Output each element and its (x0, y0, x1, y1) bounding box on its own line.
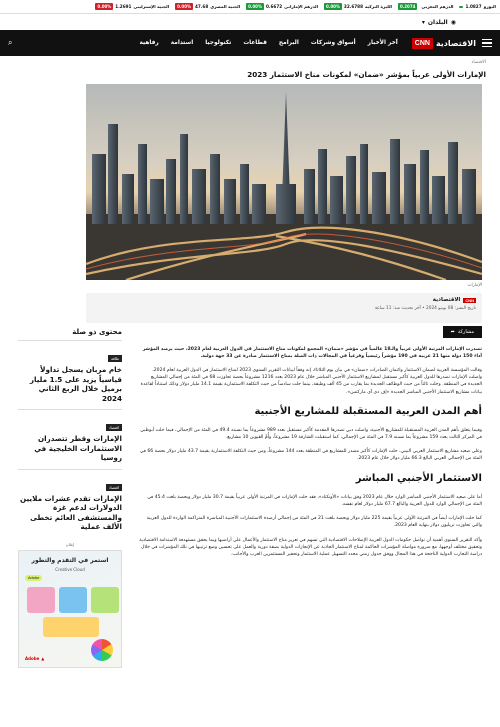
currency-ticker (0, 0, 500, 14)
article-body (138, 346, 482, 565)
nav-item[interactable]: آخر الأخبار (367, 40, 398, 46)
category-tag[interactable]: اقتصاد (106, 424, 122, 431)
share-button[interactable]: ➦ مشاركة (443, 326, 482, 338)
ad-tile (91, 587, 119, 613)
related-sidebar (18, 328, 122, 668)
breadcrumb[interactable]: الاقتصاد (471, 60, 486, 65)
ticker-change-badge: 0.00% (97, 4, 112, 9)
ticker-change-badge: 0.00% (326, 4, 340, 9)
color-wheel-icon (91, 639, 113, 661)
related-article-card[interactable] (18, 469, 122, 538)
advertisement[interactable] (18, 550, 122, 668)
site-logo[interactable] (412, 38, 476, 49)
ticker-item[interactable] (398, 3, 454, 10)
globe-icon: ◉ (450, 18, 456, 26)
date-separator: • (420, 306, 425, 311)
ad-tile (43, 617, 99, 637)
related-article-title[interactable]: خام مربان يسجل تداولاً قياسياً يزيد على 1.5 مليار برميل خلال الربع الثاني 2024 (29, 365, 122, 403)
ticker-name: اليورو (483, 4, 496, 9)
ticker-change-badge: 0.00% (177, 4, 192, 9)
ticker-value: 32.6788 (343, 4, 363, 9)
adobe-icon: ▲ (41, 655, 45, 661)
nav-item[interactable]: أسواق وشركات (310, 40, 356, 46)
related-article-title[interactable]: الإمارات تقدم عشرات ملايين الدولارات لدعم غزة والمستشفى العائم تخطى الألف عملية (20, 493, 122, 531)
search-icon[interactable]: ⌕ (8, 38, 13, 47)
ticker-name: الدرهم المغربي (421, 4, 454, 9)
adobe-logo: ▲ Adobe (25, 655, 45, 661)
nav-item[interactable]: استدامة (170, 40, 194, 46)
ticker-change-badge: 0.00% (248, 4, 262, 9)
image-caption: الإمارات (467, 283, 482, 288)
main-nav (0, 30, 500, 56)
article-lead: تصدرت الإمارات المرتبة الأولى عربياً والـ18 عالمياً في مؤشر «ضمان» المجمع لمكونات مناخ الاستثمار في الدول العربية لعام 2023، حيث يرصد المؤشر أداء 150 دولة منها 21 عربية في 190 مؤشراً رئيسياً وفرعياً في المجالات ذات الصلة بمناخ الاستثمار صادرة عن 33 جهة دولية. (142, 347, 482, 360)
country-bar (0, 14, 500, 30)
ticker-value: 1.0827 (465, 4, 482, 9)
country-selector[interactable]: ▾ البلدان ◉ (421, 18, 456, 26)
published-date: تاريخ النشر: 08 يونيو 2024 (425, 306, 476, 311)
ticker-name: الليرة التركية (364, 4, 392, 9)
related-article-card[interactable] (18, 409, 122, 469)
ticker-name: الجنيه المصري (210, 4, 241, 9)
nav-item[interactable]: قطاعات (243, 40, 267, 46)
nav-menu (140, 40, 398, 46)
ticker-item[interactable] (459, 4, 496, 9)
article-paragraph: وعلى صعيد مشاريع الاستثمار العربي البيني، حلت الإمارات كأكبر مصدر للمشاريع في المنطقة بعدد 144 مشروعاً، ومن حيث التكلفة الاستثمارية بقيمة 43.7 مليار دولار بحصة 66 في المئة من الإجمالي العربي البالغ 66.3 مليار دولار خلال عام 2023. (139, 449, 482, 462)
section-heading: أهم المدن العربية المستقبلة للمشاريع الأجنبية (254, 405, 482, 417)
article-source (86, 293, 482, 323)
cnn-logo-badge: CNN (412, 38, 433, 49)
ticker-change-badge: 0.2074 (399, 4, 416, 9)
dubai-skyline-illustration (86, 84, 482, 280)
ad-pill: Adobe (25, 575, 42, 581)
page-title: الإمارات الأولى عربياً بمؤشر «ضمان» لمكونات مناخ الاستثمار 2023 (247, 70, 486, 79)
nav-item[interactable]: البرامج (278, 40, 299, 46)
nav-item[interactable]: تكنولوجيا (205, 40, 232, 46)
ticker-change-badge (459, 6, 463, 8)
article-paragraph: أما على صعيد الاستثمار الأجنبي المباشر الوارد خلال عام 2023 وفق بيانات «الأونكتاد»، فقد حلت الإمارات في المرتبة الأولى عربياً بقيمة 30.7 مليار دولار وبحصة بلغت 45.4 في المئة من الإجمالي الوارد للدول العربية والبالغ 67.7 مليار دولار لعام نفسه. (147, 495, 482, 508)
ticker-name: الجنيه الإسترليني (133, 4, 170, 9)
ticker-item[interactable] (95, 3, 169, 10)
ticker-name: الدرهم الإماراتي (284, 4, 319, 9)
source-badge: CNN (465, 297, 474, 303)
related-article-title[interactable]: الإمارات وقطر تتصدران الاستثمارات الخليجية في روسيا (34, 434, 122, 462)
source-name[interactable]: CNN الاقتصادية (432, 297, 474, 303)
ticker-item[interactable] (324, 3, 392, 10)
article-paragraph: وفيما يتعلق بأهم المدن العربية المستقبلة للمشاريع الأجنبية، واصلت دبي تصدرها المقدمة كأكبر مستقبل بعدد 989 مشروعاً بما نسبته 49.4 في المئة من الإجمالي، فيما حلت أبوظبي في المركز الثالث بعدد 159 مشروعاً بما نسبته 7.9 في المئة من الإجمالي، كما استقبلت الشارقة 19 مشروعاً، وأُمّ القيوين 10 مشاريع. (140, 428, 482, 441)
logo-text: الاقتصادية (435, 38, 476, 48)
related-article-card[interactable] (18, 340, 122, 409)
ad-subtitle: Creative Cloud (55, 566, 85, 572)
category-tag[interactable]: طاقة (108, 355, 122, 362)
ad-label: إعلان (65, 541, 75, 547)
sidebar-heading: محتوى ذو صلة (72, 328, 122, 336)
hamburger-menu-icon[interactable] (482, 39, 492, 48)
nav-item[interactable]: رفاهية (139, 40, 159, 46)
ticker-item[interactable] (246, 3, 318, 10)
ticker-value: 47.68 (195, 4, 209, 9)
article-paragraph: وقالت المؤسسة العربية لضمان الاستثمار وائتمان الصادرات «ضمان» في بيان يوم الثلاثاء، إنه وفقاً لبيانات التقرير السنوي 2023 لمناخ الاستثمار في الدول العربية لعام 2024، واصلت الإمارات تصدرها للدول العربية كأكبر مستقبل لمشاريع الاستثمار الأجنبي المباشر خلال عام 2023 بعدد 1216 مشروعاً بحصة تجاوزت 68 في المئة من إجمالي المشاريع الجديدة في المنطقة. وحلت ثالثاً من حيث الوظائف الجديدة بما يقارب من 45 ألف وظيفة، بينما حلت سادساً من حيث التكلفة الاستثمارية بقيمة 14.1 مليار دولار وذلك استناداً لقاعدة بيانات مشاريع الاستثمار الأجنبي المباشر الجديدة «إف دي آي ماركتس». (140, 368, 482, 395)
share-icon: ➦ (450, 329, 455, 335)
ticker-value: 1.2691 (115, 4, 132, 9)
section-heading: الاستثمار الأجنبي المباشر (355, 472, 482, 484)
ad-tile (59, 587, 87, 613)
article-paragraph: وأكد التقرير السنوي أهمية أن تواصل حكومات الدول العربية الإصلاحات الاقتصادية التي تسهم في تعزيز مناخ الاستثمار والأعمال على أراضيها وبما يحقق مستهدفة الاستدامة الاقتصادية وتحقيق مختلف أوجهها، مع ضرورة مواصلة المؤشرات الحاكمة لمناخ الاستثمار الجاذبة عن الإنجازات الدولية بصفة دورية والعمل على تحسين وضع ترتيبها في تلك المؤشرات في خلال دراسة التجارب الدولية الناجحة في هذا المجال ووفق جدول زمني محدد التسهيل عملية الاستثمار وتحفيز المستثمرين العرب والأجانب. (139, 537, 482, 557)
category-tag[interactable]: اقتصاد (106, 484, 122, 491)
article-dates (92, 306, 476, 311)
updated-date: آخر تحديث منذ: 11 ساعة (374, 306, 421, 311)
ad-tile (27, 587, 55, 613)
ticker-item[interactable] (175, 3, 240, 10)
ad-title: استمر في التقدم والتطور (31, 556, 109, 564)
hero-image (86, 84, 482, 280)
article-paragraph: كما حلت الإمارات أيضاً في المرتبة الأولى عربياً بقيمة 225 مليار دولار وبحصة بلغت 21 في المئة من إجمالي أرصدة الاستثمارات الأجنبية المباشرة المتراكمة الواردة للدول العربية والتي تجاوزت تريليون دولار بنهاية العام 2023. (146, 516, 482, 529)
ticker-value: 0.6672 (265, 4, 283, 9)
chevron-down-icon: ▾ (421, 18, 425, 26)
